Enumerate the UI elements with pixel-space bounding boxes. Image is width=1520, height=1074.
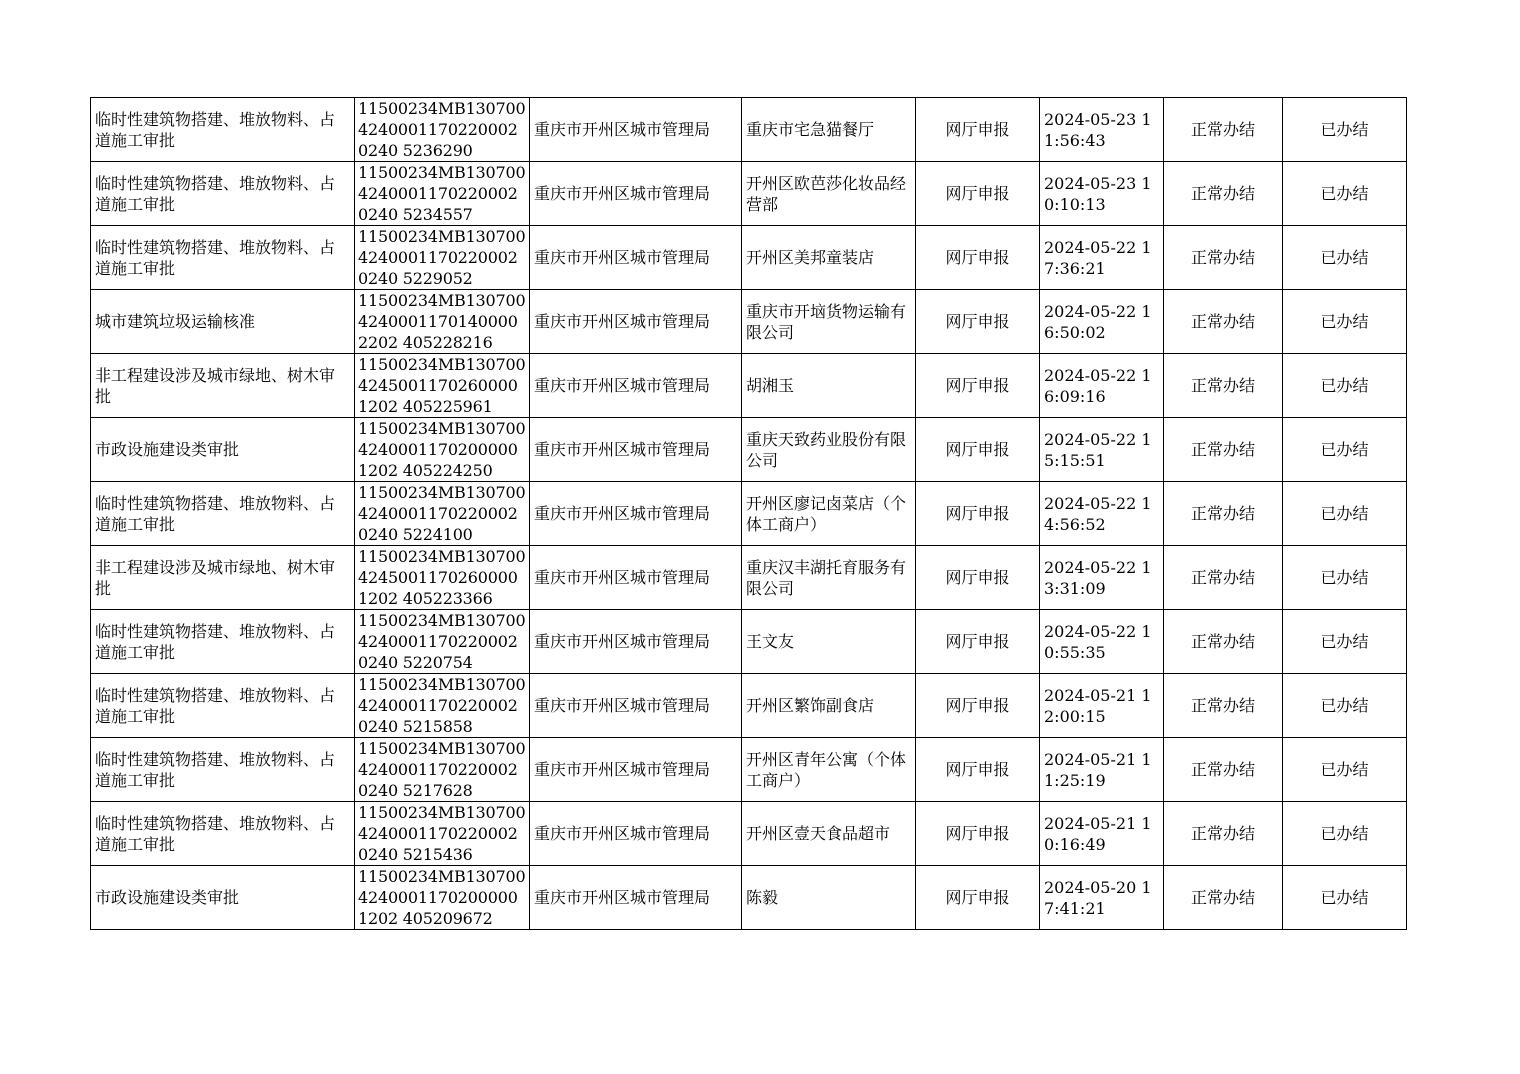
cell-case-code: 11500234MB13070042400011701400002202 405228216 [355, 290, 530, 354]
cell-status: 已办结 [1283, 802, 1407, 866]
cell-time: 2024-05-22 15:15:51 [1040, 418, 1164, 482]
table-row [91, 866, 1407, 930]
cell-time: 2024-05-22 13:31:09 [1040, 546, 1164, 610]
cell-case-code: 11500234MB13070042400011702200020240 5215858 [355, 674, 530, 738]
cell-department: 重庆市开州区城市管理局 [530, 866, 742, 930]
table-row [91, 226, 1407, 290]
cell-department: 重庆市开州区城市管理局 [530, 802, 742, 866]
cell-time: 2024-05-20 17:41:21 [1040, 866, 1164, 930]
cell-time: 2024-05-22 16:50:02 [1040, 290, 1164, 354]
cell-applicant: 重庆天致药业股份有限公司 [742, 418, 916, 482]
cell-status: 已办结 [1283, 418, 1407, 482]
table-row [91, 738, 1407, 802]
table-row [91, 98, 1407, 162]
cell-department: 重庆市开州区城市管理局 [530, 738, 742, 802]
cell-result: 正常办结 [1164, 738, 1283, 802]
table-row [91, 610, 1407, 674]
cell-result: 正常办结 [1164, 610, 1283, 674]
cell-applicant: 开州区欧芭莎化妆品经营部 [742, 162, 916, 226]
cell-status: 已办结 [1283, 546, 1407, 610]
cell-status: 已办结 [1283, 610, 1407, 674]
cell-department: 重庆市开州区城市管理局 [530, 290, 742, 354]
cell-applicant: 开州区廖记卤菜店（个体工商户） [742, 482, 916, 546]
cell-department: 重庆市开州区城市管理局 [530, 354, 742, 418]
cell-department: 重庆市开州区城市管理局 [530, 610, 742, 674]
cell-department: 重庆市开州区城市管理局 [530, 674, 742, 738]
cell-applicant: 胡湘玉 [742, 354, 916, 418]
cell-channel: 网厅申报 [916, 418, 1040, 482]
cell-case-code: 11500234MB13070042450011702600001202 405225961 [355, 354, 530, 418]
cell-item-name: 临时性建筑物搭建、堆放物料、占道施工审批 [91, 98, 355, 162]
cell-result: 正常办结 [1164, 98, 1283, 162]
cell-time: 2024-05-23 11:56:43 [1040, 98, 1164, 162]
cell-case-code: 11500234MB13070042400011702200020240 5217628 [355, 738, 530, 802]
cell-status: 已办结 [1283, 866, 1407, 930]
cell-item-name: 临时性建筑物搭建、堆放物料、占道施工审批 [91, 738, 355, 802]
cell-result: 正常办结 [1164, 546, 1283, 610]
cell-case-code: 11500234MB13070042400011702200020240 5234557 [355, 162, 530, 226]
cell-channel: 网厅申报 [916, 226, 1040, 290]
cell-time: 2024-05-23 10:10:13 [1040, 162, 1164, 226]
table-row [91, 418, 1407, 482]
cell-case-code: 11500234MB13070042400011702000001202 405209672 [355, 866, 530, 930]
cell-case-code: 11500234MB13070042400011702200020240 5220754 [355, 610, 530, 674]
cell-time: 2024-05-22 16:09:16 [1040, 354, 1164, 418]
cell-time: 2024-05-22 17:36:21 [1040, 226, 1164, 290]
cell-status: 已办结 [1283, 162, 1407, 226]
cell-item-name: 临时性建筑物搭建、堆放物料、占道施工审批 [91, 610, 355, 674]
cell-applicant: 重庆汉丰湖托育服务有限公司 [742, 546, 916, 610]
cell-channel: 网厅申报 [916, 546, 1040, 610]
cell-item-name: 非工程建设涉及城市绿地、树木审批 [91, 546, 355, 610]
table-row [91, 162, 1407, 226]
cell-item-name: 临时性建筑物搭建、堆放物料、占道施工审批 [91, 162, 355, 226]
table-row [91, 354, 1407, 418]
table-row [91, 802, 1407, 866]
cell-channel: 网厅申报 [916, 802, 1040, 866]
cell-channel: 网厅申报 [916, 738, 1040, 802]
cell-status: 已办结 [1283, 98, 1407, 162]
cell-case-code: 11500234MB13070042400011702200020240 5229052 [355, 226, 530, 290]
cell-item-name: 市政设施建设类审批 [91, 866, 355, 930]
cell-channel: 网厅申报 [916, 866, 1040, 930]
cell-applicant: 开州区壹天食品超市 [742, 802, 916, 866]
cell-case-code: 11500234MB13070042400011702200020240 5224100 [355, 482, 530, 546]
cell-department: 重庆市开州区城市管理局 [530, 418, 742, 482]
cell-time: 2024-05-21 12:00:15 [1040, 674, 1164, 738]
cell-status: 已办结 [1283, 738, 1407, 802]
cell-status: 已办结 [1283, 354, 1407, 418]
cell-time: 2024-05-21 10:16:49 [1040, 802, 1164, 866]
cell-department: 重庆市开州区城市管理局 [530, 482, 742, 546]
cell-department: 重庆市开州区城市管理局 [530, 546, 742, 610]
cell-result: 正常办结 [1164, 354, 1283, 418]
cell-case-code: 11500234MB13070042450011702600001202 405223366 [355, 546, 530, 610]
cell-item-name: 临时性建筑物搭建、堆放物料、占道施工审批 [91, 226, 355, 290]
cell-applicant: 开州区繁饰副食店 [742, 674, 916, 738]
cell-result: 正常办结 [1164, 802, 1283, 866]
table-row [91, 546, 1407, 610]
cell-channel: 网厅申报 [916, 98, 1040, 162]
records-body [91, 98, 1407, 930]
cell-item-name: 临时性建筑物搭建、堆放物料、占道施工审批 [91, 802, 355, 866]
cell-department: 重庆市开州区城市管理局 [530, 98, 742, 162]
cell-applicant: 重庆市开垴货物运输有限公司 [742, 290, 916, 354]
cell-case-code: 11500234MB13070042400011702200020240 5236290 [355, 98, 530, 162]
cell-case-code: 11500234MB13070042400011702000001202 405224250 [355, 418, 530, 482]
cell-result: 正常办结 [1164, 866, 1283, 930]
cell-channel: 网厅申报 [916, 610, 1040, 674]
cell-time: 2024-05-21 11:25:19 [1040, 738, 1164, 802]
cell-result: 正常办结 [1164, 674, 1283, 738]
cell-item-name: 临时性建筑物搭建、堆放物料、占道施工审批 [91, 482, 355, 546]
cell-result: 正常办结 [1164, 226, 1283, 290]
cell-result: 正常办结 [1164, 162, 1283, 226]
cell-department: 重庆市开州区城市管理局 [530, 226, 742, 290]
cell-item-name: 非工程建设涉及城市绿地、树木审批 [91, 354, 355, 418]
cell-status: 已办结 [1283, 674, 1407, 738]
table-row [91, 674, 1407, 738]
cell-time: 2024-05-22 10:55:35 [1040, 610, 1164, 674]
cell-result: 正常办结 [1164, 290, 1283, 354]
cell-result: 正常办结 [1164, 482, 1283, 546]
cell-channel: 网厅申报 [916, 674, 1040, 738]
cell-item-name: 市政设施建设类审批 [91, 418, 355, 482]
cell-status: 已办结 [1283, 226, 1407, 290]
cell-channel: 网厅申报 [916, 354, 1040, 418]
cell-department: 重庆市开州区城市管理局 [530, 162, 742, 226]
cell-channel: 网厅申报 [916, 290, 1040, 354]
cell-result: 正常办结 [1164, 418, 1283, 482]
cell-channel: 网厅申报 [916, 162, 1040, 226]
cell-applicant: 开州区青年公寓（个体工商户） [742, 738, 916, 802]
cell-status: 已办结 [1283, 290, 1407, 354]
cell-applicant: 开州区美邦童装店 [742, 226, 916, 290]
cell-time: 2024-05-22 14:56:52 [1040, 482, 1164, 546]
cell-applicant: 王文友 [742, 610, 916, 674]
cell-channel: 网厅申报 [916, 482, 1040, 546]
cell-case-code: 11500234MB13070042400011702200020240 5215436 [355, 802, 530, 866]
cell-item-name: 城市建筑垃圾运输核准 [91, 290, 355, 354]
cell-item-name: 临时性建筑物搭建、堆放物料、占道施工审批 [91, 674, 355, 738]
cell-applicant: 陈毅 [742, 866, 916, 930]
cell-status: 已办结 [1283, 482, 1407, 546]
cell-applicant: 重庆市宅急猫餐厅 [742, 98, 916, 162]
table-row [91, 482, 1407, 546]
table-row [91, 290, 1407, 354]
records-table [90, 97, 1407, 930]
